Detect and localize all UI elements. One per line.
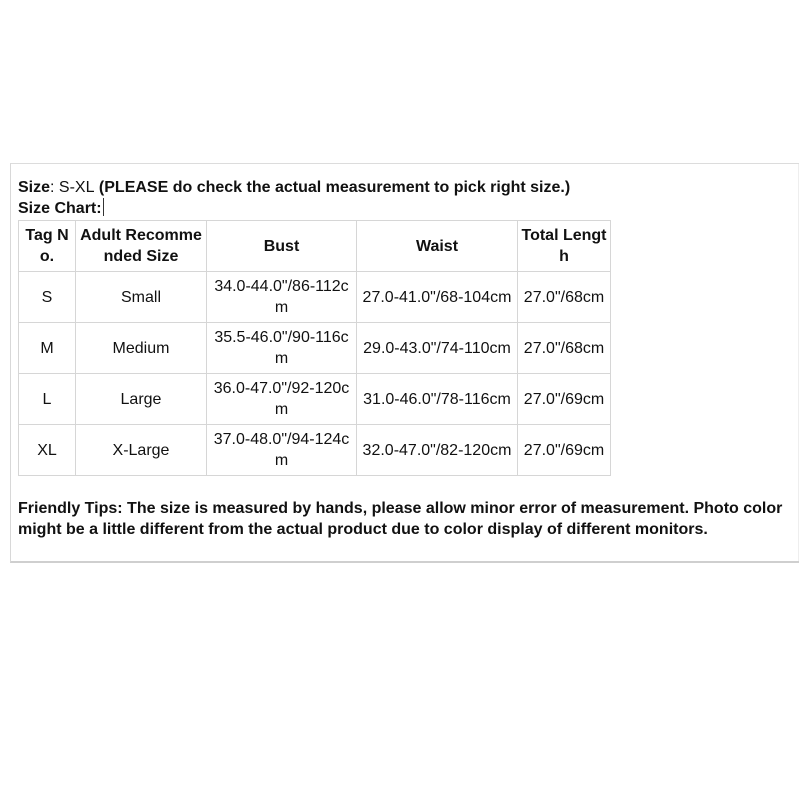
- cell-total-length: 27.0"/69cm: [518, 425, 611, 476]
- cell-bust: 37.0-48.0"/94-124cm: [207, 425, 357, 476]
- table-row: [19, 374, 611, 425]
- text-cursor: [103, 198, 104, 216]
- table-header-row: [19, 221, 611, 272]
- header-total-length: Total Length: [518, 221, 611, 272]
- cell-bust: 36.0-47.0"/92-120cm: [207, 374, 357, 425]
- cell-bust: 35.5-46.0"/90-116cm: [207, 323, 357, 374]
- cell-waist: 32.0-47.0"/82-120cm: [357, 425, 518, 476]
- cell-adult-size: X-Large: [76, 425, 207, 476]
- friendly-tips: Friendly Tips: The size is measured by hands, please allow minor error of measurement. Photo color might be a little different from the actual product due to color display of different monitors.: [18, 500, 783, 538]
- table-row: [19, 323, 611, 374]
- cell-adult-size: Small: [76, 272, 207, 323]
- cell-adult-size: Medium: [76, 323, 207, 374]
- size-chart-table: [18, 220, 611, 476]
- cell-tag: XL: [19, 425, 76, 476]
- table-row: [19, 272, 611, 323]
- panel-edge: [798, 164, 799, 561]
- header-waist: Waist: [357, 221, 518, 272]
- cell-waist: 27.0-41.0"/68-104cm: [357, 272, 518, 323]
- cell-tag: M: [19, 323, 76, 374]
- cell-tag: L: [19, 374, 76, 425]
- cell-adult-size: Large: [76, 374, 207, 425]
- header-tag-no: Tag No.: [19, 221, 76, 272]
- cell-total-length: 27.0"/68cm: [518, 323, 611, 374]
- header-bust: Bust: [207, 221, 357, 272]
- size-note: (PLEASE do check the actual measurement to pick right size.): [94, 179, 571, 196]
- cell-waist: 31.0-46.0"/78-116cm: [357, 374, 518, 425]
- header-adult-size: Adult Recommended Size: [76, 221, 207, 272]
- cell-bust: 34.0-44.0"/86-112cm: [207, 272, 357, 323]
- cell-total-length: 27.0"/68cm: [518, 272, 611, 323]
- table-row: [19, 425, 611, 476]
- cell-waist: 29.0-43.0"/74-110cm: [357, 323, 518, 374]
- size-value: : S-XL: [50, 179, 95, 196]
- cell-tag: S: [19, 272, 76, 323]
- size-chart-title: [18, 198, 104, 219]
- size-info-panel: [10, 163, 799, 563]
- size-chart-label: Size Chart:: [18, 200, 102, 217]
- cell-total-length: 27.0"/69cm: [518, 374, 611, 425]
- size-range-line: [18, 178, 570, 198]
- size-label: Size: [18, 179, 51, 196]
